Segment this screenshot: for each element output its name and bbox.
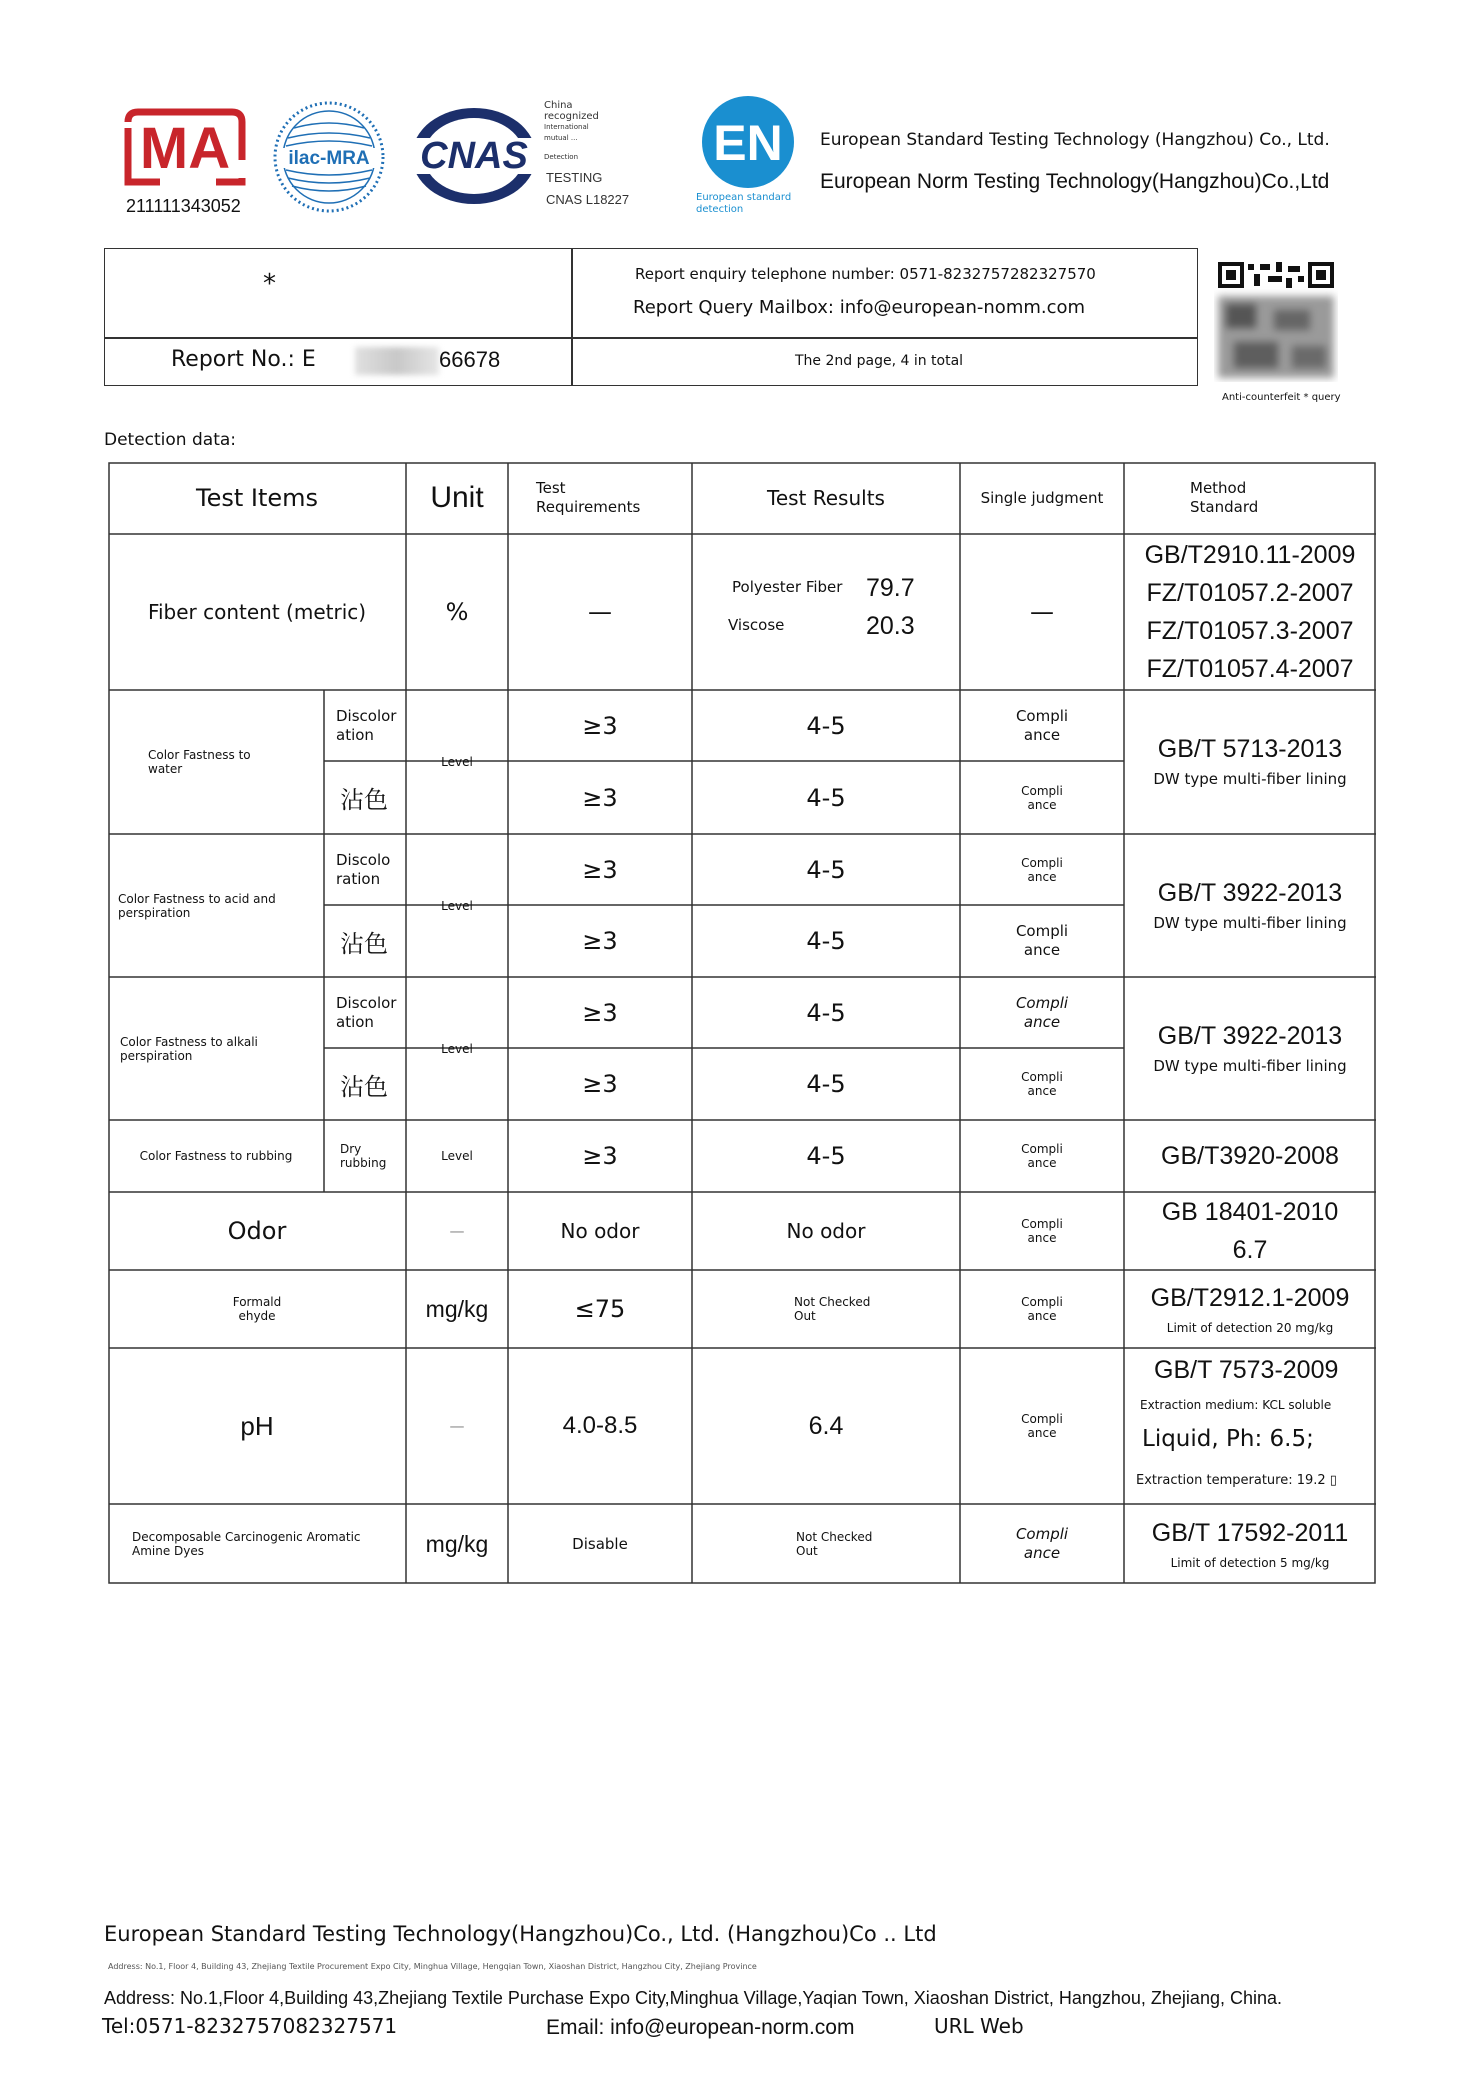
alkali-method: GB/T 3922-2013 DW type multi-fiber lining — [1153, 1021, 1347, 1075]
odor-result: No odor — [786, 1219, 866, 1243]
amine-result: Not Checked Out — [796, 1530, 873, 1558]
fiber-requirement: — — [588, 598, 612, 626]
report-mailbox: Report Query Mailbox: info@european-nomm.com — [633, 297, 1086, 318]
report-telephone: Report enquiry telephone number: 0571-8232757282327570 — [635, 265, 1096, 283]
company-name-line1: European Standard Testing Technology (Hangzhou) Co., Ltd. — [820, 130, 1330, 150]
odor-method: GB 18401-2010 6.7 — [1161, 1198, 1339, 1264]
water-judgment-2: Compli ance — [1021, 783, 1063, 812]
amine-unit: mg/kg — [425, 1530, 489, 1557]
ilac-text: ilac-MRA — [288, 148, 370, 169]
formaldehyde-req: ≤75 — [574, 1295, 626, 1323]
footer-small-address: Address: No.1, Floor 4, Building 43, Zhejiang Textile Procurement Expo City, Minghua Village, Hengqian Town, Xiaoshan District, Hangzhou City, Zhejiang Province — [108, 1962, 757, 1971]
water-method: GB/T 5713-2013 DW type multi-fiber lining — [1153, 735, 1347, 788]
formaldehyde-unit: mg/kg — [425, 1295, 489, 1322]
water-sub-staining: 沾色 — [340, 786, 388, 814]
ph-judgment: Compli ance — [1021, 1412, 1063, 1440]
acid-item: Color Fastness to acid and perspiration — [118, 891, 276, 920]
star-mark: * — [263, 269, 276, 299]
footer-email[interactable]: Email: info@european-norm.com — [546, 2016, 855, 2039]
formaldehyde-item: Formald ehyde — [232, 1295, 282, 1323]
ph-result: 6.4 — [808, 1411, 844, 1440]
cma-logo — [120, 108, 250, 190]
alkali-result-2: 4-5 — [806, 1070, 846, 1098]
header-single-judgment: Single judgment — [980, 488, 1104, 507]
header-method-standard: Method Standard — [1190, 479, 1259, 516]
anti-counterfeit-caption: Anti-counterfeit * query — [1222, 392, 1341, 403]
water-result-2: 4-5 — [806, 783, 846, 812]
report-number: 66678 — [439, 347, 501, 372]
en-logo — [700, 94, 796, 190]
footer-company: European Standard Testing Technology(Hangzhou)Co., Ltd. (Hangzhou)Co .. Ltd — [104, 1922, 937, 1946]
odor-req: No odor — [560, 1219, 640, 1243]
footer-address: Address: No.1,Floor 4,Building 43,Zhejiang Textile Purchase Expo City,Minghua Village,Yaqian Town, Xiaoshan District, Hangzhou, Zhejiang, China. — [104, 1988, 1282, 2008]
report-header-box — [104, 248, 1198, 386]
amine-item: Decomposable Carcinogenic Aromatic Amine Dyes — [132, 1530, 361, 1558]
amine-req: Disable — [572, 1534, 628, 1553]
detection-data-label: Detection data: — [104, 430, 237, 450]
en-caption: European standard detection — [696, 192, 792, 215]
alkali-item: Color Fastness to alkali perspiration — [120, 1034, 258, 1063]
acid-judgment-1: Compli ance — [1021, 855, 1063, 884]
fiber-results — [692, 534, 960, 690]
company-name-line2: European Norm Testing Technology(Hangzhou)Co.,Ltd — [820, 170, 1330, 193]
fiber-judgment: — — [1030, 598, 1054, 626]
cnas-text: CNAS — [420, 135, 528, 177]
ph-method: GB/T 7573-2009 Extraction medium: KCL soluble Liquid, Ph: 6.5; Extraction temperature: 19.2 ▯ — [1136, 1356, 1339, 1488]
header-test-items: Test Items — [195, 484, 319, 512]
polyester-label: Polyester Fiber — [732, 578, 843, 596]
cnas-small-text: China recognized International mutual ... Detection — [544, 100, 599, 161]
formaldehyde-method: GB/T2912.1-2009 Limit of detection 20 mg/kg — [1150, 1283, 1350, 1335]
rubbing-sub: Dry rubbing — [340, 1142, 387, 1170]
rubbing-judgment: Compli ance — [1021, 1142, 1063, 1170]
cma-text: MA — [139, 116, 231, 181]
acid-result-1: 4-5 — [806, 855, 846, 884]
header-test-results: Test Results — [767, 486, 885, 510]
fiber-standards: GB/T2910.11-2009 FZ/T01057.2-2007 FZ/T01057.3-2007 FZ/T01057.4-2007 — [1144, 541, 1356, 683]
formaldehyde-result: Not Checked Out — [794, 1295, 871, 1323]
alkali-result-1: 4-5 — [806, 998, 846, 1027]
formaldehyde-judgment: Compli ance — [1021, 1295, 1063, 1323]
amine-judgment: Compli ance — [1015, 1525, 1069, 1562]
cnas-registration: CNAS L18227 — [546, 192, 630, 207]
report-number-label: Report No.: E — [171, 347, 316, 372]
polyester-value: 79.7 — [866, 574, 915, 602]
odor-judgment: Compli ance — [1021, 1217, 1063, 1245]
rubbing-item: Color Fastness to rubbing — [139, 1149, 293, 1163]
amine-method: GB/T 17592-2011 Limit of detection 5 mg/kg — [1151, 1518, 1349, 1570]
alkali-unit: Level — [441, 1041, 473, 1056]
acid-result-2: 4-5 — [806, 927, 846, 955]
viscose-label: Viscose — [728, 616, 785, 634]
water-sub-discoloration: Discolor ation — [336, 706, 397, 744]
ph-unit: — — [449, 1416, 465, 1435]
water-judgment-1: Compli ance — [1015, 706, 1069, 744]
odor-item: Odor — [227, 1217, 287, 1245]
rubbing-unit: Level — [441, 1149, 473, 1163]
en-text: EN — [713, 115, 783, 171]
water-item: Color Fastness to water — [148, 748, 251, 776]
alkali-sub-staining: 沾色 — [340, 1072, 388, 1101]
cnas-logo — [408, 104, 540, 208]
rubbing-req: ≥3 — [582, 1142, 618, 1170]
header-test-requirements: Test Requirements — [536, 479, 641, 516]
acid-req-2: ≥3 — [582, 927, 618, 955]
rubbing-method: GB/T3920-2008 — [1161, 1141, 1339, 1170]
qr-code-icon[interactable] — [1214, 258, 1338, 382]
acid-method: GB/T 3922-2013 DW type multi-fiber lining — [1153, 878, 1347, 932]
viscose-value: 20.3 — [866, 612, 915, 640]
acid-req-1: ≥3 — [582, 855, 618, 884]
ilac-mra-logo — [270, 98, 388, 216]
water-req-2: ≥3 — [582, 783, 618, 812]
odor-unit: — — [449, 1221, 465, 1240]
acid-judgment-2: Compli ance — [1015, 922, 1069, 959]
water-req-1: ≥3 — [582, 711, 618, 740]
alkali-req-2: ≥3 — [582, 1070, 618, 1098]
alkali-judgment-2: Compli ance — [1021, 1070, 1063, 1098]
ph-item: pH — [240, 1410, 274, 1441]
rubbing-result: 4-5 — [806, 1142, 846, 1170]
fiber-unit: % — [445, 598, 469, 626]
acid-sub-staining: 沾色 — [340, 929, 388, 958]
footer-tel: Tel:0571-8232757082327571 — [102, 2014, 398, 2038]
fiber-item: Fiber content (metric) — [147, 600, 367, 624]
water-result-1: 4-5 — [806, 711, 846, 740]
detection-table — [108, 462, 1376, 1584]
acid-sub-discoloration: Discolo ration — [336, 850, 391, 888]
page-indicator: The 2nd page, 4 in total — [795, 353, 964, 369]
footer-url[interactable]: URL Web — [934, 2014, 1024, 2038]
water-unit: Level — [441, 755, 473, 769]
cma-number: 211111343052 — [126, 196, 241, 216]
alkali-req-1: ≥3 — [582, 998, 618, 1027]
alkali-judgment-1: Compli ance — [1015, 993, 1069, 1031]
ph-req: 4.0-8.5 — [562, 1412, 638, 1439]
report-number-redaction — [355, 347, 439, 375]
alkali-sub-discoloration: Discolor ation — [336, 993, 397, 1031]
cnas-testing: TESTING — [546, 170, 603, 185]
header-unit: Unit — [430, 481, 484, 514]
acid-unit: Level — [441, 898, 473, 913]
